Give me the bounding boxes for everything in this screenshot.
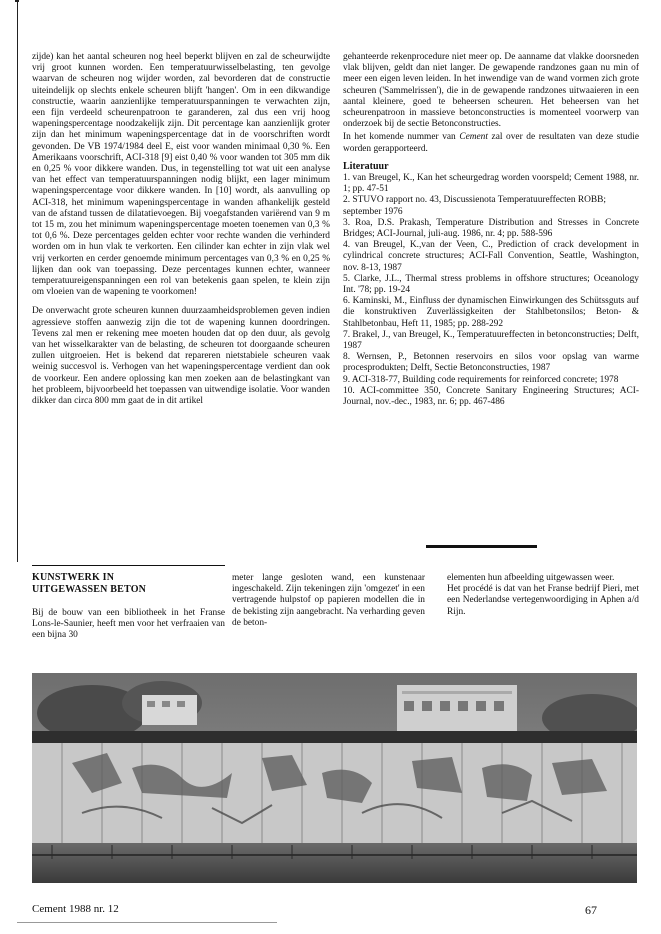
reference-item: 10. ACI-committee 350, Concrete Sanitary Engineering Structures; ACI-Journal, nov.-dec., 1983, nr. 6; pp. 467-486 [343, 385, 639, 408]
literature-heading: Literatuur [343, 160, 389, 172]
reference-item: 1. van Breugel, K., Kan het scheurgedrag worden voorspeld; Cement 1988, nr. 1; pp. 47-51 [343, 173, 639, 195]
text-span: zal over de resultaten van deze studie worden gerapporteerd. [343, 132, 639, 154]
article-column-3 [447, 573, 639, 618]
reference-item: september 1976 [343, 206, 403, 217]
paragraph: meter lange gesloten wand, een kunstenaar ingeschakeld. Zijn tekeningen zijn 'omgezet' in een vertragende hulpstof op papieren modellen die in de bekisting zijn aangebracht. Na verharding geven de beton- [232, 573, 425, 628]
reference-item: 6. Kaminski, M., Einfluss der dynamischen Einwirkungen des Schütssguts auf die konstruktiven Zuverlässigkeiten der Stahlbetonsilos; Beton- & Stahlbetonbau, Heft 11, 1985; pp. 288-292 [343, 296, 639, 329]
article-column-2 [232, 573, 425, 629]
article-end-bar [426, 545, 537, 548]
article-title [32, 572, 225, 596]
reference-item: 4. van Breugel, K.,van der Veen, C., Prediction of crack development in cylindrical concrete structures; ACI-Fall Convention, Seattle, Washington, nov. 8-13, 1987 [343, 240, 639, 273]
paragraph: zijde) kan het aantal scheuren nog heel beperkt blijven en zal de scheurwijdte vrij groot kunnen worden. Een temperatuurwisselbelasting, ten gevolge waarvan de scheuren nog wijder worden, zal bevorderen dat de constructie uiteindelijk op slechts enkele scheuren blijft 'hangen'. Om in een dikwandige constructie, waarin aanzienlijke temperatuurspanningen te verwachten zijn, een fijn verdeeld scheurenpatroon te garanderen, zal dus een vrij hoog wapeningspercentage noodzakelijk zijn. Dit percentage kan aanzienlijk groter zijn dan het minimum wapeningspercentage dat in de voorschriften wordt gevonden. De VB 1974/1984 deel E, eist voor wanden minimaal 0,30 %. Een Amerikaans voorschrift, ACI-318 [9] eist 0,40 % voor wanden tot 305 mm dik en 0,25 % voor dikkere wanden. Dus, in tegenstelling tot wat uit een analyse van het effect van temperatuurspanningen nodig blijkt, een lager minimum wapeningspercentage voor dikkere wanden. In [10] wordt, als aanvulling op ACI-318, het minimum wapeningspercentage in wanden afhankelijk gesteld van de afstand tussen de dilatatievoegen. Bij voegafstanden variërend van 9 m tot 15 m, zou het minimum wapeningspercentage moeten toenemen van 0,3 % tot 0,6 %. Deze percentages gelden echter voor rechte wanden die verhinderd worden om in hun vlak te verkorten. Een cilinder kan echter in zijn vlak wel vrij verkorten en cerder genoemde minimum percentages van 0,3 % en 0,25 % lijken dan ook van toepassing. Deze percentages kunnen echter, wanneer temperatuureigenspanningen een rol van betekenis gaan spelen, te klein zijn om vloeien van de wapening te voorkomen! [32, 52, 330, 298]
building-photo [32, 673, 637, 883]
section-rule [32, 565, 225, 566]
journal-name: Cement [459, 132, 488, 143]
paragraph: Bij de bouw van een bibliotheek in het Franse Lons-le-Saunier, heeft men voor het verfraaien van een bijna 30 [32, 608, 225, 641]
reference-item: 8. Wernsen, P., Betonnen reservoirs en silos voor opslag van warme procesprodukten; Delft, Sectie Betonconstructies, 1987 [343, 352, 639, 374]
paragraph [343, 132, 639, 154]
reference-item: 5. Clarke, J.L., Thermal stress problems in offshore structures; Oceanology Int. '78; pp. 19-24 [343, 273, 639, 296]
page-number: 67 [585, 903, 597, 917]
reference-list [343, 173, 639, 408]
paragraph: Het procédé is dat van het Franse bedrijf Pieri, met een Nederlandse vertegenwoordiging in Aphen a/d Rijn. [447, 584, 639, 617]
left-text-column [32, 52, 330, 409]
reference-item: 2. STUVO rapport no. 43, Discussienota Temperatuureffecten ROBB; [343, 195, 607, 206]
margin-rule [17, 0, 18, 562]
article-column-1 [32, 608, 225, 642]
paragraph: De onverwacht grote scheuren kunnen duurzaamheidsproblemen geven indien agressieve stoffen aanwezig zijn die tot de wapening kunnen doordringen. Tevens zal men er rekening mee moeten houden dat op den duur, als gevolg van het wisselkarakter van de belasting, de scheuren tot doorgaande scheuren zullen uitgroeien. Het is bekend dat repareren nietstabiele scheuren vaak weinig succesvol is. Verhogen van het wapeningspercentage verdient dan ook de voorkeur. Een andere oplossing kan men zoeken aan de belastingkant van het probleem, bijvoorbeeld het toepassen van uitwendige isolatie. Voor wanden dikker dan circa 800 mm gaat de in dit artikel [32, 306, 330, 407]
reference-item: 9. ACI-318-77, Building code requirements for reinforced concrete; 1978 [343, 374, 619, 385]
title-line: KUNSTWERK IN [32, 572, 115, 583]
reference-item: 7. Brakel, J., van Breugel, K., Temperatuureffecten in betonconstructies; Delft, 1987 [343, 329, 639, 352]
paragraph: elementen hun afbeelding uitgewassen weer. [447, 573, 615, 583]
reference-item: 3. Roa, D.S. Prakash, Temperature Distribution and Stresses in Concrete Bridges; ACI-Journal, juli-aug. 1986, nr. 4; pp. 588-596 [343, 217, 639, 240]
paragraph: gehanteerde rekenprocedure niet meer op. De aanname dat vlakke doorsneden vlak blijven, geldt dan niet langer. De gewapende randzones gaan nu min of meer een eigen leven leiden. In het inwendige van de wand vormen zich grote scheuren ('Sammelrissen'), die in de gewapende randzones uitwaaieren in een aantal kleinere, goed te beheersen scheuren. Het beheersen van het scheurenpatroon in massieve betonconstructies is momenteel voorwerp van onderzoek bij de sectie Betonconstructies. [343, 52, 639, 130]
text-span: In het komende nummer van [343, 132, 460, 143]
right-text-column [343, 52, 639, 408]
title-line: UITGEWASSEN BETON [32, 584, 147, 595]
footer-rule [17, 922, 277, 923]
journal-footer: Cement 1988 nr. 12 [32, 903, 119, 915]
